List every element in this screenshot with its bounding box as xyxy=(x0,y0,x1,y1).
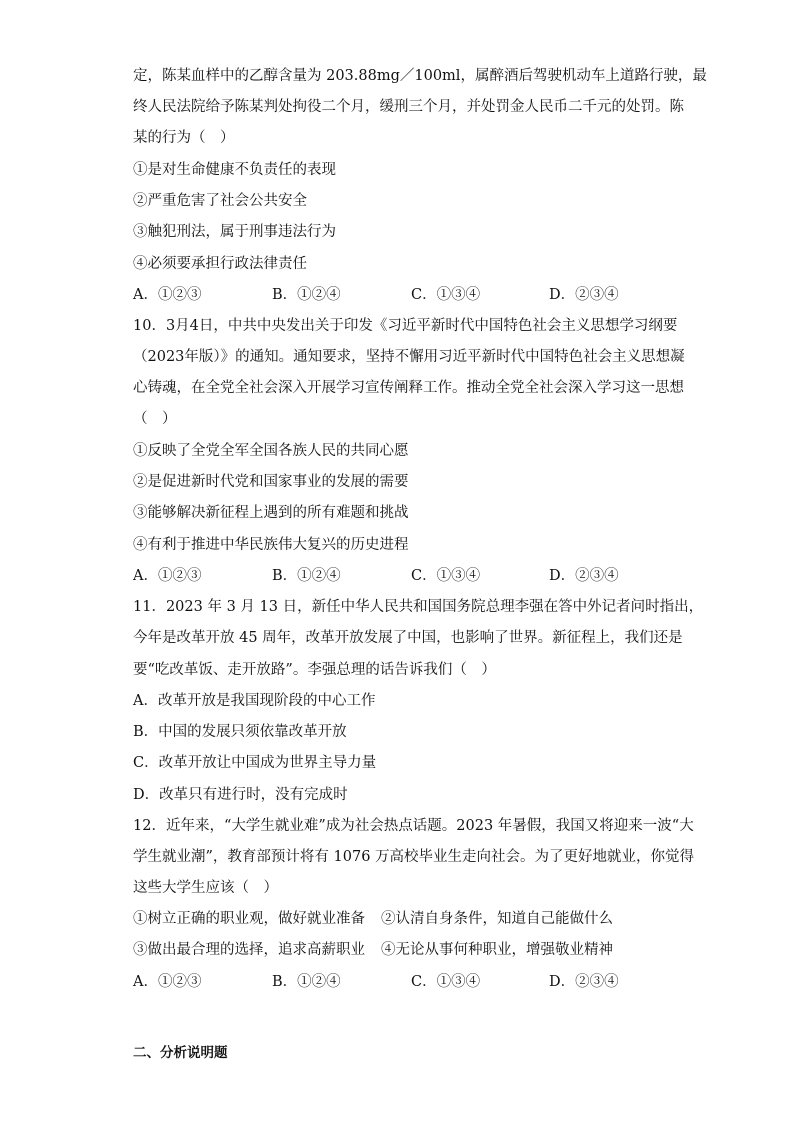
q10-statement-2: ②是促进新时代党和国家事业的发展的需要 xyxy=(133,474,409,490)
q12-choice-b: B．①②④ xyxy=(272,974,341,990)
q12-statement-1: ①树立正确的职业观，做好就业准备 xyxy=(133,911,365,927)
q9-stem-line-3: 某的行为（ ） xyxy=(133,130,235,146)
q10-choice-d: D．②③④ xyxy=(549,568,619,584)
q11-option-a: A．改革开放是我国现阶段的中心工作 xyxy=(133,693,376,709)
q10-stem-line-2: （2023年版）》的通知。通知要求，坚持不懈用习近平新时代中国特色社会主义思想凝 xyxy=(133,349,685,365)
q9-statement-1: ①是对生命健康不负责任的表现 xyxy=(133,162,336,178)
q12-statement-2: ②认清自身条件，知道自己能做什么 xyxy=(381,911,613,927)
q9-choice-d: D．②③④ xyxy=(549,287,619,303)
q11-option-c: C．改革开放让中国成为世界主导力量 xyxy=(133,755,377,771)
q10-stem-line-3: 心铸魂，在全党全社会深入开展学习宣传阐释工作。推动全党全社会深入学习这一思想 xyxy=(133,380,684,396)
q12-stem-line-1: 12．近年来，“大学生就业难”成为社会热点话题。2023 年暑假，我国又将迎来一波“大 xyxy=(133,818,694,834)
q12-choice-a: A．①②③ xyxy=(133,974,202,990)
q9-stem-line-2: 终人民法院给予陈某判处拘役二个月，缓刑三个月，并处罚金人民币二千元的处罚。陈 xyxy=(133,99,684,115)
q10-stem-line-1: 10．3月4日，中共中央发出关于印发《习近平新时代中国特色社会主义思想学习纲要 xyxy=(133,318,678,334)
q11-stem-line-2: 今年是改革开放 45 周年，改革开放发展了中国，也影响了世界。新征程上，我们还是 xyxy=(133,630,683,646)
section-heading: 二、分析说明题 xyxy=(133,1045,228,1061)
q10-stem-line-4: （ ） xyxy=(133,411,177,427)
q9-choice-b: B．①②④ xyxy=(272,287,341,303)
q12-statement-3: ③做出最合理的选择，追求高薪职业 xyxy=(133,942,365,958)
q12-choice-d: D．②③④ xyxy=(549,974,619,990)
q9-statement-2: ②严重危害了社会公共安全 xyxy=(133,193,307,209)
q10-statement-4: ④有利于推进中华民族伟大复兴的历史进程 xyxy=(133,537,409,553)
q12-choice-c: C．①③④ xyxy=(411,974,481,990)
q12-statement-4: ④无论从事何种职业，增强敬业精神 xyxy=(381,942,613,958)
q11-stem-line-1: 11．2023 年 3 月 13 日，新任中华人民共和国国务院总理李强在答中外记者问时指出， xyxy=(133,599,704,615)
q10-choice-c: C．①③④ xyxy=(411,568,481,584)
q10-choice-a: A．①②③ xyxy=(133,568,202,584)
q9-statement-4: ④必须要承担行政法律责任 xyxy=(133,256,307,272)
q9-stem-line-1: 定，陈某血样中的乙醇含量为 203.88mg／100ml，属醉酒后驾驶机动车上道路行驶，最 xyxy=(133,68,707,84)
q9-statement-3: ③触犯刑法，属于刑事违法行为 xyxy=(133,224,336,240)
q10-choice-b: B．①②④ xyxy=(272,568,341,584)
q10-statement-1: ①反映了全党全军全国各族人民的共同心愿 xyxy=(133,443,409,459)
q11-option-b: B．中国的发展只须依靠改革开放 xyxy=(133,724,347,740)
q12-stem-line-3: 这些大学生应该（ ） xyxy=(133,880,278,896)
q12-stem-line-2: 学生就业潮”，教育部预计将有 1076 万高校毕业生走向社会。为了更好地就业，你觉得 xyxy=(133,849,695,865)
q9-choice-a: A．①②③ xyxy=(133,287,202,303)
q11-option-d: D．改革只有进行时，没有完成时 xyxy=(133,787,348,803)
q9-choice-c: C．①③④ xyxy=(411,287,481,303)
q10-statement-3: ③能够解决新征程上遇到的所有难题和挑战 xyxy=(133,505,409,521)
q11-stem-line-3: 要“吃改革饭、走开放路”。李强总理的话告诉我们（ ） xyxy=(133,662,496,678)
